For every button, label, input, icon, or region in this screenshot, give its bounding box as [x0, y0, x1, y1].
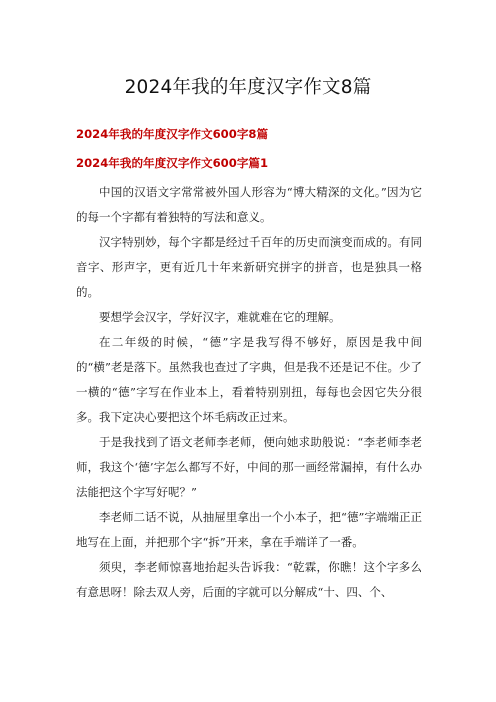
part-heading: 2024年我的年度汉字作文600字篇1	[76, 156, 269, 170]
paragraph: 汉字特别妙，每个字都是经过千百年的历史而演变而成的。有同音字、形声字，更有近几十年来新研究拼字的拼音，也是独具一格的。	[76, 235, 422, 299]
essay-body	[76, 180, 422, 605]
main-heading: 2024年我的年度汉字作文600字8篇	[76, 127, 269, 141]
paragraph: 须臾，李老师惊喜地抬起头告诉我：“乾霖，你瞧！这个字多么有意思呀！除去双人旁，后面的字就可以分解成“十、四、个、	[76, 560, 422, 599]
paragraph: 中国的汉语文字常常被外国人形容为“博大精深的文化。”因为它的每一个字都有着独特的写法和意义。	[76, 185, 422, 224]
document-title: 2024年我的年度汉字作文8篇	[124, 77, 372, 98]
paragraph: 要想学会汉字，学好汉字，难就难在它的理解。	[99, 310, 341, 324]
paragraph: 于是我找到了语文老师李老师，便向她求助般说：“李老师李老师，我这个‘德’字怎么都写不好，中间的那一画经常漏掉，有什么办法能把这个字写好呢？”	[76, 435, 422, 499]
paragraph: 李老师二话不说，从抽屉里拿出一个小本子，把“德”字端端正正地写在上面，并把那个字“拆”开来，拿在手端详了一番。	[76, 510, 422, 549]
paragraph: 在二年级的时候，“德”字是我写得不够好，原因是我中间的“横”老是落下。虽然我也查过了字典，但是我不还是记不住。少了一横的“德”字写在作业本上，看着特别别扭，每每也会因它失分很多。我下定决心要把这个坏毛病改正过来。	[76, 335, 422, 424]
